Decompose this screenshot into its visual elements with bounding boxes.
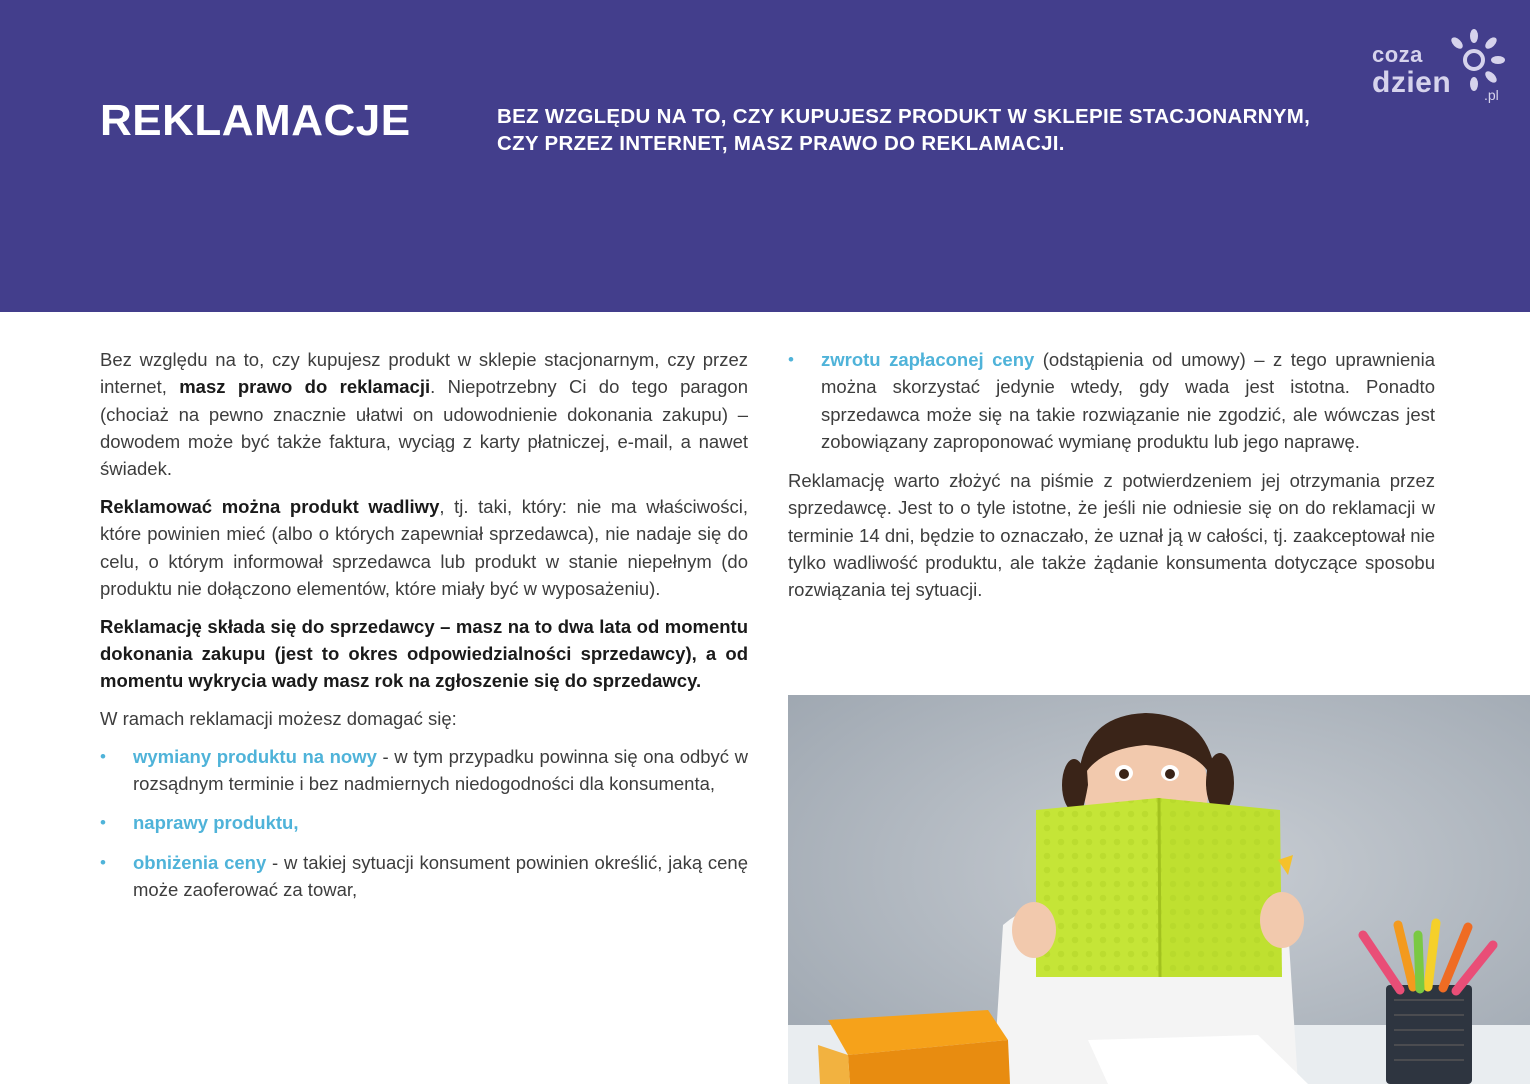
header-banner <box>0 0 1530 312</box>
page-title: REKLAMACJE <box>100 96 411 145</box>
left-column <box>100 346 748 915</box>
list-item: • zwrotu zapłaconej ceny (odstąpienia od umowy) – z tego uprawnienia można skorzystać jedynie wtedy, gdy wada jest istotna. Ponadto sprzedawca może się na takie rozwiązanie nie zgodzić, ale wówczas jest zobowiązany zaproponować wymianę produktu lub jego naprawę. <box>788 346 1435 455</box>
logo-line-2: dzien <box>1372 66 1452 99</box>
paragraph-1: Bez względu na to, czy kupujesz produkt w sklepie stacjonarnym, czy przez internet, masz prawo do reklamacji. Niepotrzebny Ci do tego paragon (chociaż na pewno znacznie ułatwi on udowodnienie dokonania zakupu) – dowodem może być także faktura, wyciąg z karty płatniczej, e-mail, a nawet świadek. <box>100 349 748 480</box>
right-column <box>788 346 1435 614</box>
logo-suffix: .pl <box>1484 87 1499 103</box>
paragraph-5: Reklamację warto złożyć na piśmie z potwierdzeniem jej otrzymania przez sprzedawcę. Jest to o tyle istotne, że jeśli nie odniesie się on do reklamacji w terminie 14 dni, będzie to oznaczało, że uznał ją w całości, tj. zaakceptował nie tylko wadliwość produktu, ale także żądanie konsumenta dotyczące sposobu rozwiązania tej sytuacji. <box>788 470 1435 601</box>
list-item: • naprawy produktu, <box>100 809 748 836</box>
list-item: • obniżenia ceny - w takiej sytuacji konsument powinien określić, jaką cenę może zaoferować za towar, <box>100 849 748 904</box>
page-subtitle <box>497 103 1417 157</box>
paragraph-3: Reklamację składa się do sprzedawcy – masz na to dwa lata od momentu dokonania zakupu (jest to okres odpowiedzialności sprzedawcy), a od momentu wykrycia wady masz rok na zgłoszenie się do sprzedawcy. <box>100 615 748 692</box>
photo-illustration <box>788 695 1530 1084</box>
remedy-list <box>100 743 748 903</box>
paragraph-4: W ramach reklamacji możesz domagać się: <box>100 708 457 730</box>
bold-phrase: masz prawo do reklamacji <box>179 376 431 398</box>
subtitle-line-2: CZY PRZEZ INTERNET, MASZ PRAWO DO REKLAMACJI. <box>497 132 1065 155</box>
bold-phrase: Reklamować można produkt wadliwy <box>100 495 440 517</box>
logo-line-1: coza <box>1372 42 1423 67</box>
list-item: • wymiany produktu na nowy - w tym przypadku powinna się ona odbyć w rozsądnym terminie i bez nadmiernych niedogodności dla konsumenta, <box>100 743 748 798</box>
remedy-list-continued <box>788 346 1435 455</box>
girl-with-book-photo <box>788 695 1530 1084</box>
subtitle-line-1: BEZ WZGLĘDU NA TO, CZY KUPUJESZ PRODUKT W SKLEPIE STACJONARNYM, <box>497 105 1311 128</box>
site-logo <box>1372 32 1512 104</box>
paragraph-2: Reklamować można produkt wadliwy, tj. taki, który: nie ma właściwości, które powinien mieć (albo o których zapewniał sprzedawca), nie nadaje się do celu, o którym informował sprzedawca lub produkt w stanie niepełnym (do produktu nie dołączono elementów, które miały być w wyposażeniu). <box>100 495 748 599</box>
